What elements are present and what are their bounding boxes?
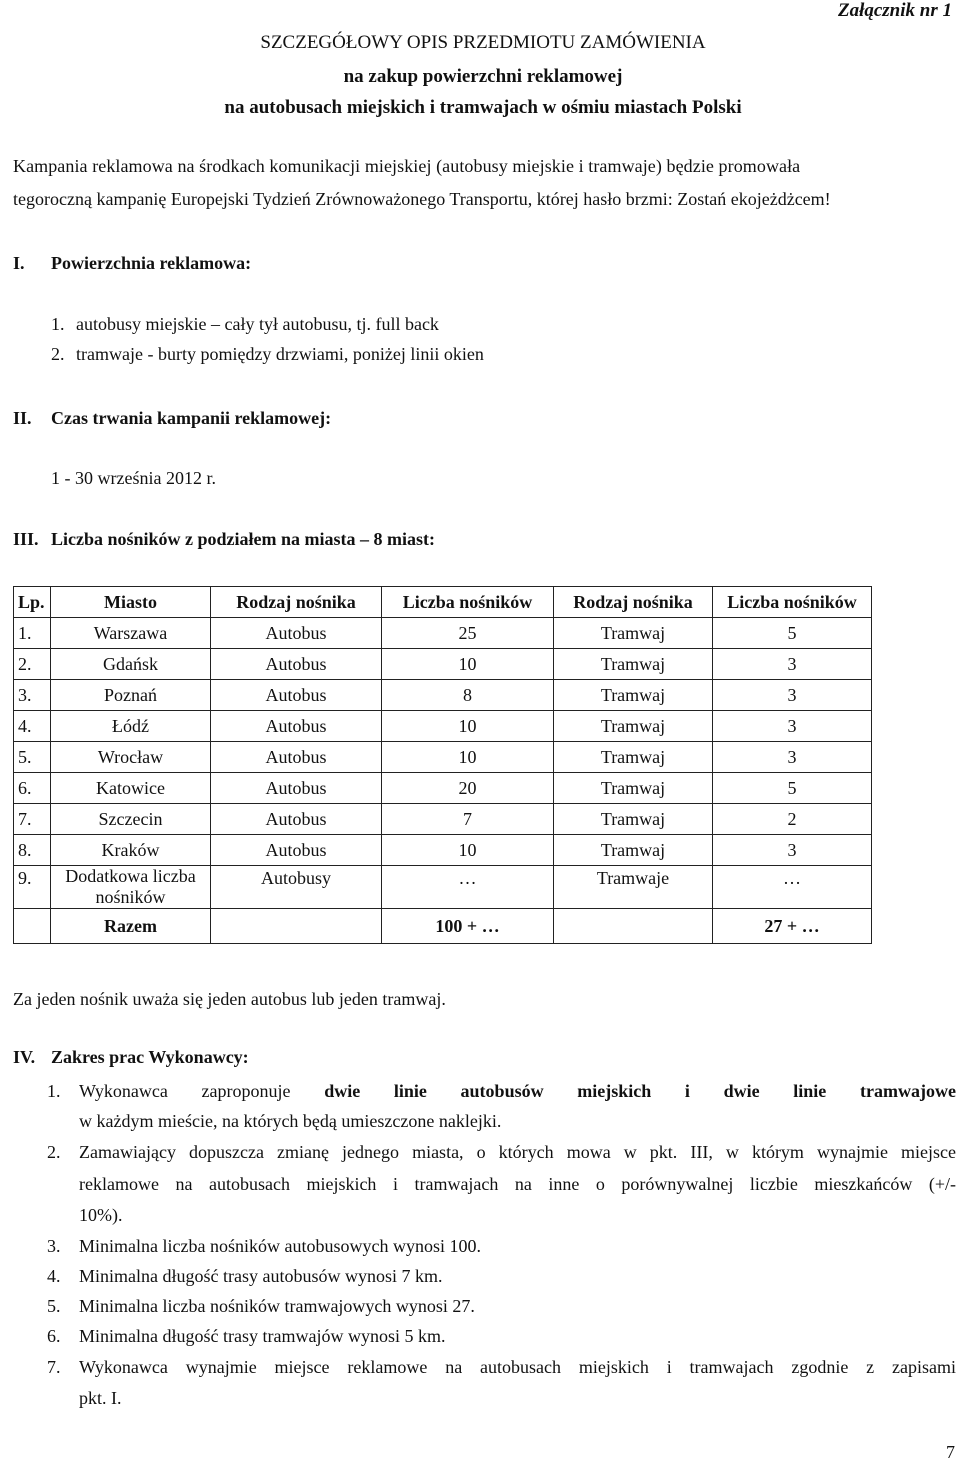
cell-bus-type: Autobus: [211, 773, 382, 804]
cell-city: Szczecin: [51, 804, 211, 835]
table-row: [14, 773, 872, 804]
cell-bus-count: 10: [382, 835, 554, 866]
cell-lp: 6.: [14, 773, 51, 804]
cell-bus-type: Autobus: [211, 649, 382, 680]
section-4-item-5-text: Minimalna liczba nośników tramwajowych wynosi 27.: [79, 1296, 475, 1316]
table-row: [14, 835, 872, 866]
page-number: 7: [946, 1442, 955, 1462]
section-4-heading: Zakres prac Wykonawcy:: [51, 1047, 249, 1067]
header-lp: Lp.: [14, 587, 51, 618]
cell-tram-type: Tramwaj: [554, 773, 713, 804]
cell-tram-count: …: [713, 866, 872, 909]
section-1-item-2-text: tramwaje - burty pomiędzy drzwiami, poniżej linii okien: [76, 344, 484, 364]
word: linie: [393, 1081, 427, 1101]
document-title: SZCZEGÓŁOWY OPIS PRZEDMIOTU ZAMÓWIENIA: [260, 32, 706, 53]
cell-lp: 8.: [14, 835, 51, 866]
cell-tram-count: 5: [713, 773, 872, 804]
cell-tram-count: 3: [713, 742, 872, 773]
word: dwie: [324, 1081, 361, 1101]
cell-lp: 5.: [14, 742, 51, 773]
cell-empty: [554, 909, 713, 944]
cell-bus-count: 10: [382, 711, 554, 742]
cell-bus-count: 10: [382, 649, 554, 680]
table-row: [14, 680, 872, 711]
cell-city: Kraków: [51, 835, 211, 866]
attachment-label: Załącznik nr 1: [837, 0, 952, 21]
cell-tram-type: Tramwaje: [554, 866, 713, 909]
header-carrier-count-bus: Liczba nośników: [382, 587, 554, 618]
cell-bus-type: Autobus: [211, 742, 382, 773]
section-4-item-2-line-1: Zamawiający dopuszcza zmianę jednego miasta, o których mowa w pkt. III, w którym wynajmie miejsce: [79, 1142, 956, 1162]
cell-tram-count: 3: [713, 835, 872, 866]
word: miejskich: [577, 1081, 652, 1101]
cell-bus-type: Autobus: [211, 804, 382, 835]
header-carrier-type-bus: Rodzaj nośnika: [211, 587, 382, 618]
header-carrier-count-tram: Liczba nośników: [713, 587, 872, 618]
cell-bus-count: 20: [382, 773, 554, 804]
cell-tram-type: Tramwaj: [554, 804, 713, 835]
cell-city: Poznań: [51, 680, 211, 711]
cell-bus-count: 8: [382, 680, 554, 711]
section-4-item-6-number: 6.: [47, 1326, 61, 1346]
section-2-heading: Czas trwania kampanii reklamowej:: [51, 408, 332, 428]
word: tramwajowe: [859, 1081, 956, 1101]
word: autobusów: [460, 1081, 544, 1101]
section-4-item-3-number: 3.: [47, 1236, 61, 1256]
cell-empty: [14, 909, 51, 944]
cell-lp: 2.: [14, 649, 51, 680]
cell-bus-type: Autobus: [211, 680, 382, 711]
section-3-number: III.: [13, 529, 39, 549]
word: i: [684, 1081, 690, 1101]
campaign-dates: 1 - 30 września 2012 r.: [51, 468, 216, 488]
intro-line-1: Kampania reklamowa na środkach komunikacji miejskiej (autobusy miejskie i tramwaje) będzie promowała: [13, 156, 801, 176]
cell-tram-count: 3: [713, 649, 872, 680]
cell-total-tram: 27 + …: [713, 909, 872, 944]
word: Wykonawca: [79, 1081, 168, 1101]
section-1-number: I.: [13, 253, 25, 273]
section-4-item-4-text: Minimalna długość trasy autobusów wynosi 7 km.: [79, 1266, 443, 1286]
section-4-item-6-text: Minimalna długość trasy tramwajów wynosi 5 km.: [79, 1326, 446, 1346]
section-4-item-2-line-2: reklamowe na autobusach miejskich i tramwajach na inne o porównywalnej liczbie mieszkańców (+/-: [79, 1174, 956, 1194]
table-row: [14, 742, 872, 773]
carriers-table: [13, 586, 872, 944]
cell-bus-count: …: [382, 866, 554, 909]
word: linie: [793, 1081, 827, 1101]
section-4-item-5-number: 5.: [47, 1296, 61, 1316]
cell-bus-count: 25: [382, 618, 554, 649]
table-row: [14, 711, 872, 742]
cell-total-bus: 100 + …: [382, 909, 554, 944]
section-2-number: II.: [13, 408, 32, 428]
cell-lp: 3.: [14, 680, 51, 711]
section-4-item-7-line-2: pkt. I.: [79, 1388, 122, 1408]
section-4-item-2-number: 2.: [47, 1142, 61, 1162]
cell-tram-type: Tramwaj: [554, 680, 713, 711]
cell-bus-type: Autobus: [211, 711, 382, 742]
section-1-item-1-text: autobusy miejskie – cały tył autobusu, tj. full back: [76, 314, 439, 334]
table-total-row: [14, 909, 872, 944]
table-row: [14, 649, 872, 680]
table-header-row: [14, 587, 872, 618]
cell-city: Dodatkowa liczba nośników: [51, 866, 211, 909]
section-4-item-7-number: 7.: [47, 1357, 61, 1377]
section-4-item-1-number: 1.: [47, 1081, 61, 1101]
word: zaproponuje: [201, 1081, 291, 1101]
cell-tram-type: Tramwaj: [554, 649, 713, 680]
section-4-item-7-line-1: Wykonawca wynajmie miejsce reklamowe na autobusach miejskich i tramwajach zgodnie z zapisami: [79, 1357, 956, 1377]
cell-tram-count: 3: [713, 680, 872, 711]
cell-empty: [211, 909, 382, 944]
cell-tram-count: 5: [713, 618, 872, 649]
cell-city: Katowice: [51, 773, 211, 804]
cell-tram-count: 2: [713, 804, 872, 835]
table-row: [14, 804, 872, 835]
document-subtitle-1: na zakup powierzchni reklamowej: [343, 66, 623, 87]
cell-bus-type: Autobus: [211, 835, 382, 866]
section-4-item-2-line-3: 10%).: [79, 1205, 123, 1225]
cell-city: Wrocław: [51, 742, 211, 773]
cell-bus-type: Autobusy: [211, 866, 382, 909]
cell-tram-type: Tramwaj: [554, 742, 713, 773]
intro-line-2: tegoroczną kampanię Europejski Tydzień Zrównoważonego Transportu, której hasło brzmi: Zostań ekojeżdżcem!: [13, 189, 831, 209]
section-1-item-2-number: 2.: [51, 344, 65, 364]
section-4-item-4-number: 4.: [47, 1266, 61, 1286]
table-row: [14, 866, 872, 909]
section-4-item-1-line-1: [79, 1081, 956, 1102]
cell-city: Warszawa: [51, 618, 211, 649]
carrier-note: Za jeden nośnik uważa się jeden autobus lub jeden tramwaj.: [13, 989, 446, 1009]
section-4-item-1-line-2: w każdym mieście, na których będą umieszczone naklejki.: [79, 1111, 502, 1131]
cell-bus-type: Autobus: [211, 618, 382, 649]
cell-city: Łódź: [51, 711, 211, 742]
cell-tram-type: Tramwaj: [554, 618, 713, 649]
cell-lp: 1.: [14, 618, 51, 649]
cell-lp: 7.: [14, 804, 51, 835]
section-1-item-1-number: 1.: [51, 314, 65, 334]
header-city: Miasto: [51, 587, 211, 618]
cell-bus-count: 7: [382, 804, 554, 835]
cell-lp: 9.: [14, 866, 51, 909]
section-1-heading: Powierzchnia reklamowa:: [51, 253, 252, 273]
section-4-item-3-text: Minimalna liczba nośników autobusowych wynosi 100.: [79, 1236, 481, 1256]
cell-total-label: Razem: [51, 909, 211, 944]
table-row: [14, 618, 872, 649]
cell-lp: 4.: [14, 711, 51, 742]
cell-tram-count: 3: [713, 711, 872, 742]
section-3-heading: Liczba nośników z podziałem na miasta – 8 miast:: [51, 529, 436, 549]
cell-tram-type: Tramwaj: [554, 711, 713, 742]
word: dwie: [723, 1081, 760, 1101]
cell-tram-type: Tramwaj: [554, 835, 713, 866]
cell-bus-count: 10: [382, 742, 554, 773]
header-carrier-type-tram: Rodzaj nośnika: [554, 587, 713, 618]
section-4-number: IV.: [13, 1047, 36, 1067]
document-subtitle-2: na autobusach miejskich i tramwajach w ośmiu miastach Polski: [224, 97, 742, 118]
cell-city: Gdańsk: [51, 649, 211, 680]
